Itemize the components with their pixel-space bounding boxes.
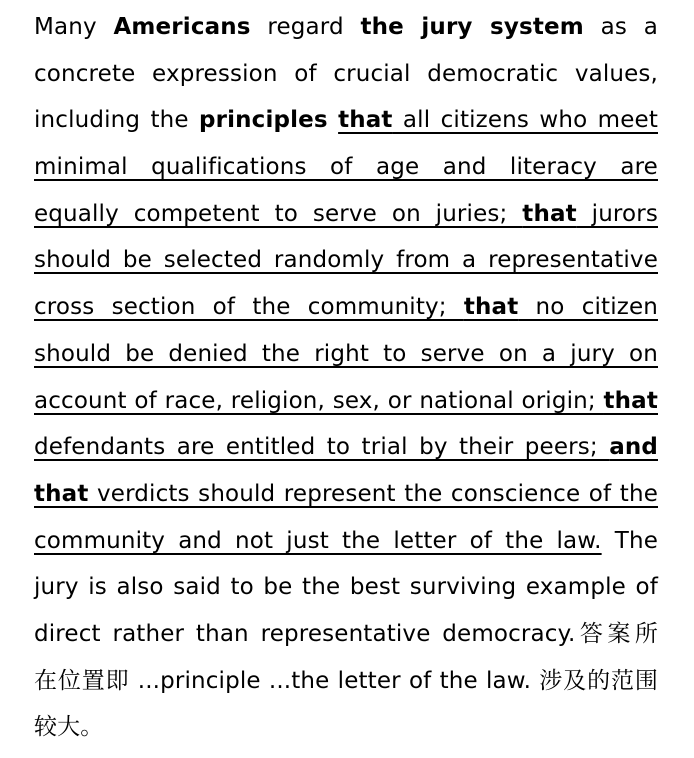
text-run: concrete expression of crucial democratic values,	[34, 60, 658, 87]
bold-underlined-that: that	[338, 107, 393, 134]
underlined-text-run: jurors	[576, 200, 658, 227]
text-run: as a	[583, 14, 658, 40]
bold-underlined-that: that	[603, 387, 658, 414]
underlined-text-run: no citizen	[518, 294, 658, 321]
text-line-2	[34, 51, 658, 98]
underlined-text-run: community and not just the letter of the law.	[34, 527, 602, 554]
text-line-12	[34, 518, 658, 565]
bold-term-principles: principles	[199, 107, 328, 134]
text-line-6	[34, 237, 658, 284]
text-run: Many	[34, 14, 114, 40]
underlined-text-run: equally competent to serve on juries;	[34, 200, 523, 227]
underlined-text-run: defendants are entitled to trial by their peers;	[34, 434, 610, 461]
bold-underlined-that: that	[34, 480, 89, 507]
underlined-text-run: all citizens who meet	[392, 107, 658, 134]
text-line-1	[34, 4, 658, 51]
text-line-8	[34, 331, 658, 378]
text-line-7	[34, 284, 658, 331]
text-run: direct rather than representative democracy.答案所	[34, 620, 658, 647]
text-run: jury is also said to be the best surviving example of	[34, 574, 658, 601]
underlined-text-run: should be selected randomly from a representative	[34, 247, 658, 274]
text-run: 在位置即 ...principle ...the letter of the law. 涉及的范围	[34, 667, 658, 694]
bold-underlined-that: that	[463, 294, 519, 321]
text-line-15	[34, 658, 658, 705]
text-line-3	[34, 97, 658, 144]
text-line-13	[34, 564, 658, 611]
text-run	[328, 107, 338, 133]
text-line-11	[34, 471, 658, 518]
text-line-4	[34, 144, 658, 191]
bold-underlined-that: that	[522, 200, 577, 227]
underlined-text-run: minimal qualifications of age and literacy are	[34, 154, 658, 181]
text-run: regard	[250, 14, 361, 40]
text-run: 较大。	[34, 714, 104, 741]
text-line-10	[34, 424, 658, 471]
underlined-text-run: should be denied the right to serve on a jury on	[34, 340, 658, 367]
text-line-16	[34, 704, 658, 751]
underlined-text-run: cross section of the community;	[34, 294, 464, 321]
underlined-text-run: account of race, religion, sex, or national origin;	[34, 387, 604, 414]
text-run: including the	[34, 107, 200, 134]
bold-underlined-and: and	[609, 434, 658, 461]
text-line-9	[34, 378, 658, 425]
bold-term-jury-system: the jury system	[360, 14, 584, 40]
text-run: The	[601, 527, 658, 554]
underlined-text-run: verdicts should represent the conscience of the	[88, 480, 658, 507]
text-line-14	[34, 611, 658, 658]
bold-term-americans: Americans	[113, 14, 251, 40]
text-line-5	[34, 191, 658, 238]
